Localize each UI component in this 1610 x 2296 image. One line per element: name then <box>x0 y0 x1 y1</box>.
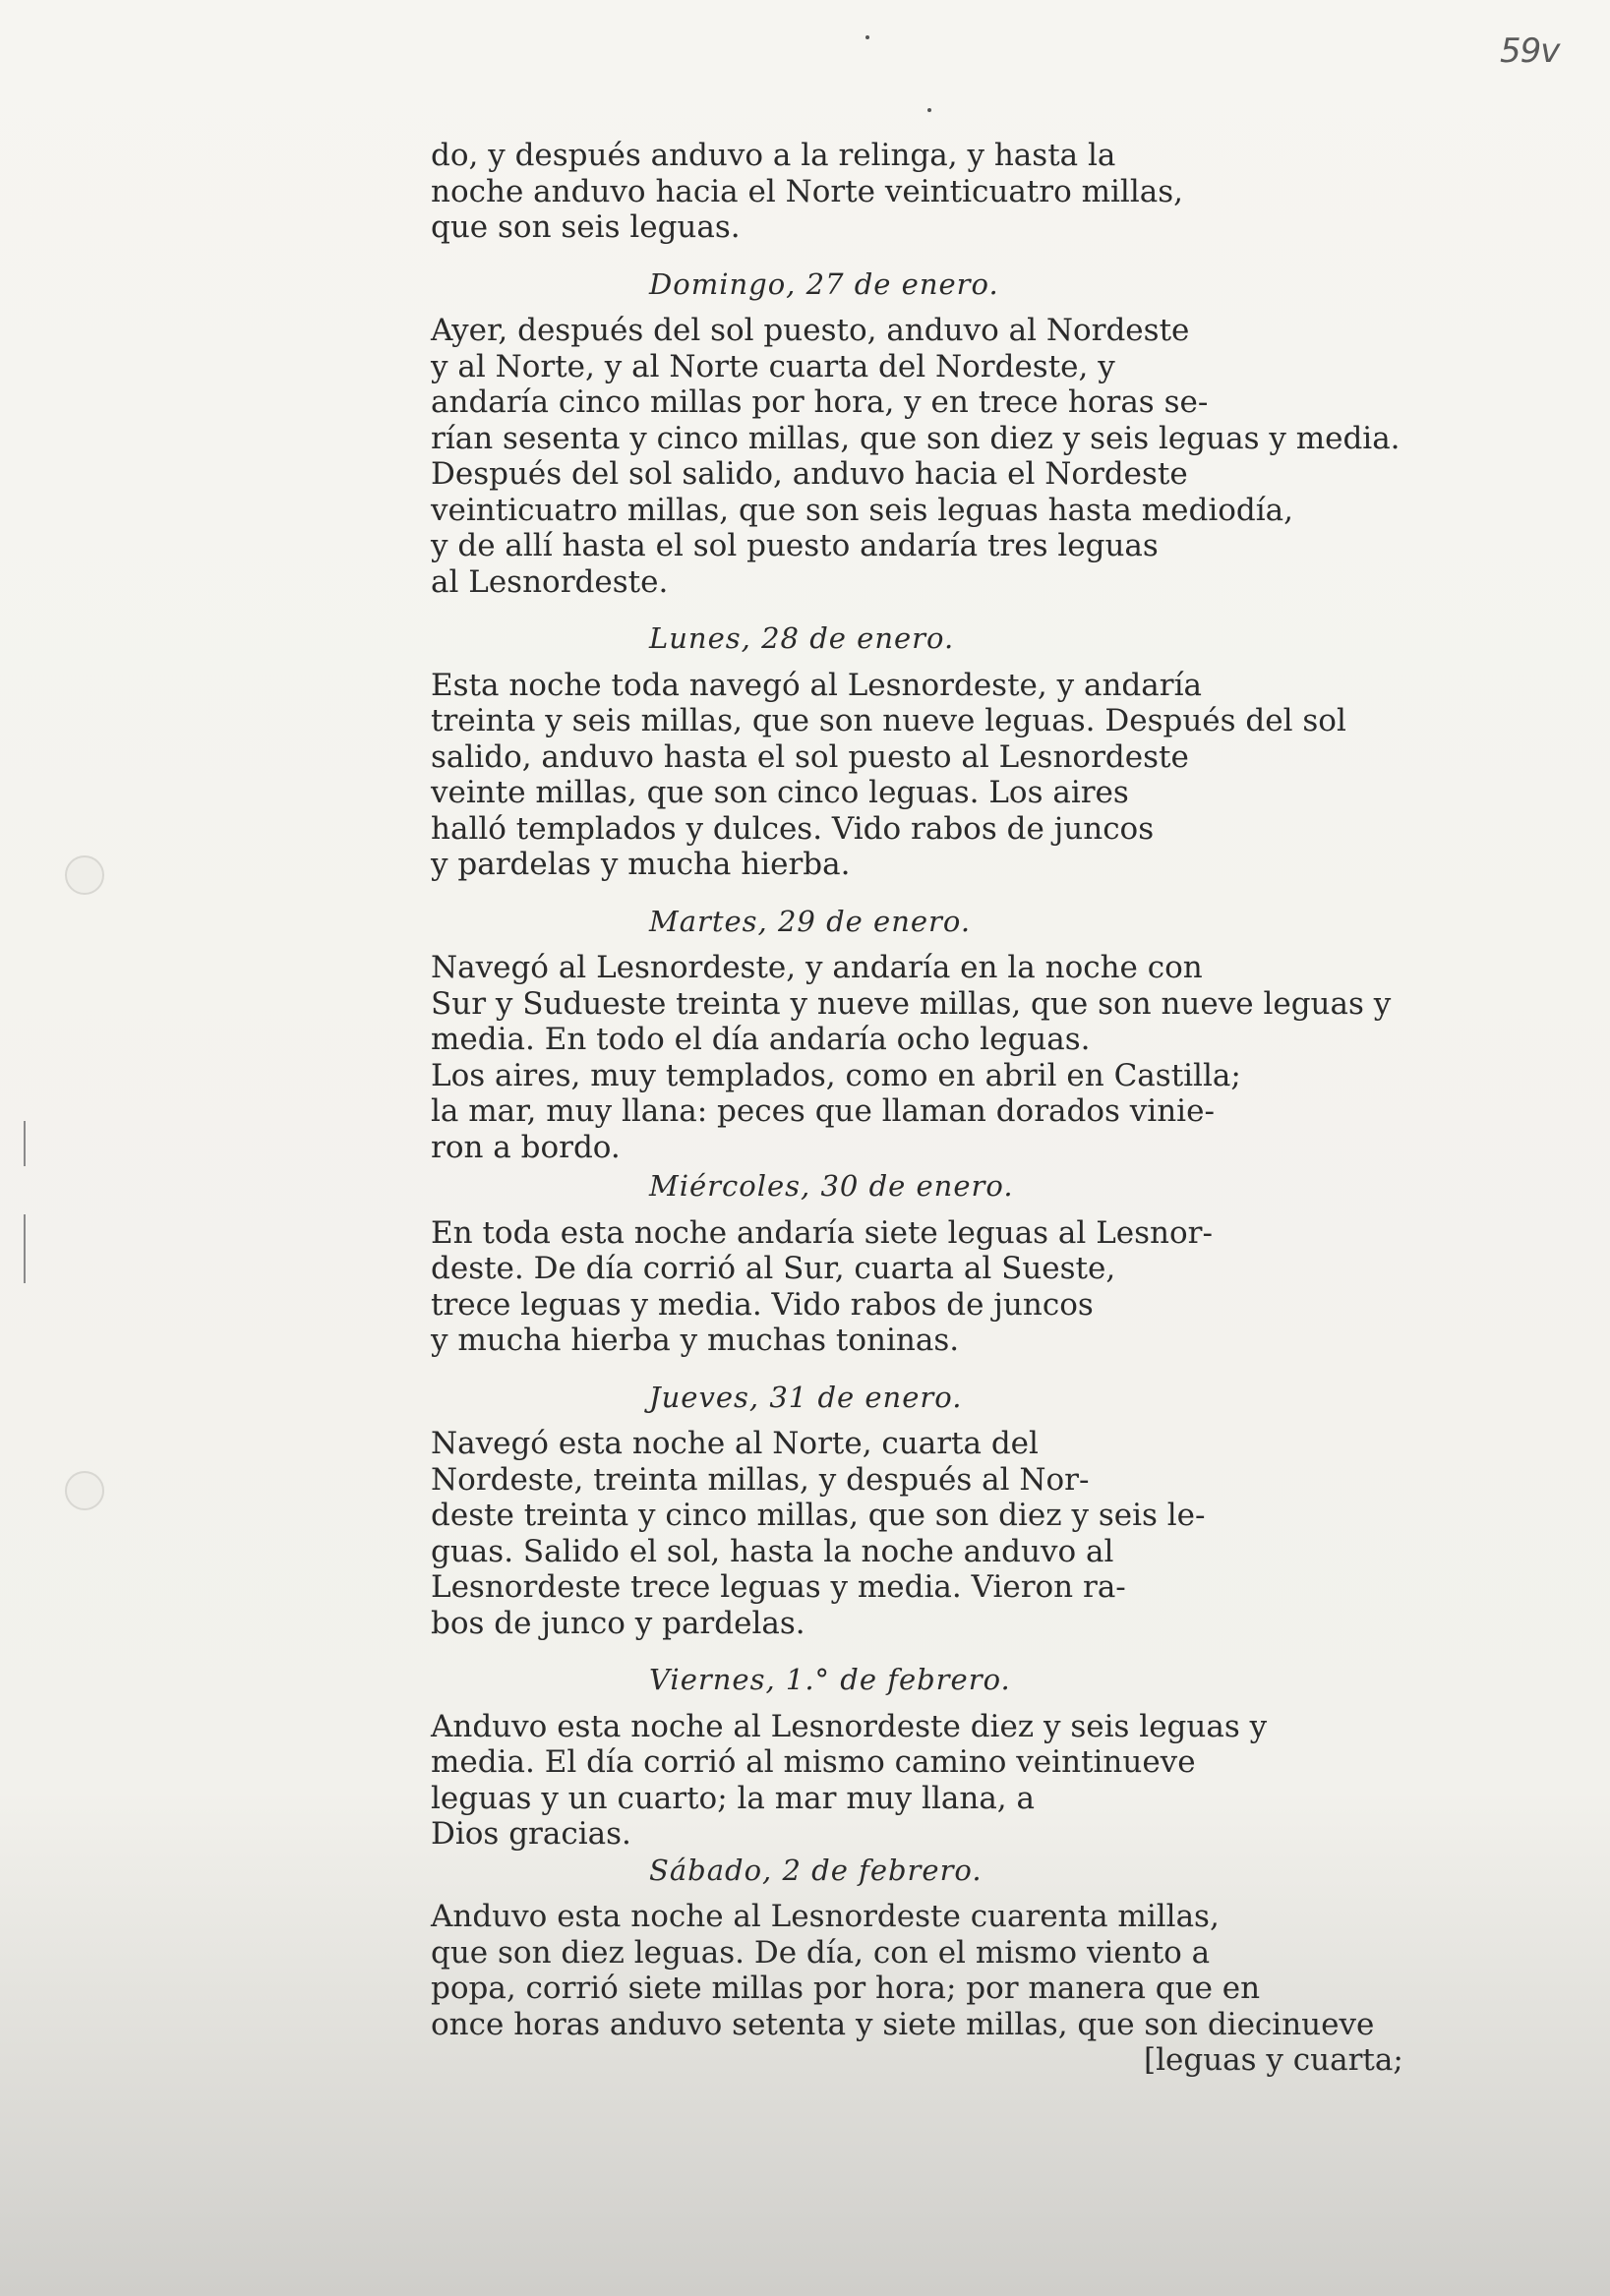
text-line: Dios gracias. <box>431 1816 631 1852</box>
text-line: y pardelas y mucha hierba. <box>431 847 851 882</box>
text-line: ron a bordo. <box>431 1129 621 1165</box>
text-line: y mucha hierba y muchas toninas. <box>431 1323 960 1358</box>
text-line: y de allí hasta el sol puesto andaría tres leguas <box>431 528 1159 563</box>
text-line: veinte millas, que son cinco leguas. Los aires <box>431 775 1129 810</box>
text-line: popa, corrió siete millas por hora; por manera que en <box>431 1971 1261 2006</box>
text-line: halló templados y dulces. Vido rabos de juncos <box>431 810 1155 847</box>
entry-heading: Miércoles, 30 de enero. <box>649 1169 1014 1203</box>
text-line: guas. Salido el sol, hasta la noche anduvo al <box>431 1533 1114 1569</box>
text-line: andaría cinco millas por hora, y en trece horas se- <box>431 384 1209 420</box>
text-line: Nordeste, treinta millas, y después al Nor- <box>431 1461 1090 1498</box>
text-line: deste. De día corrió al Sur, cuarta al Sueste, <box>431 1251 1116 1286</box>
margin-mark <box>24 1121 26 1166</box>
folio-number: 59v <box>1500 31 1560 71</box>
text-line: trece leguas y media. Vido rabos de juncos <box>431 1286 1094 1323</box>
text-line: Después del sol salido, anduvo hacia el Nordeste <box>431 456 1188 492</box>
text-line: y al Norte, y al Norte cuarta del Nordeste, y <box>431 348 1115 384</box>
text-line: Navegó al Lesnordeste, y andaría en la noche con <box>431 950 1203 985</box>
text-line: do, y después anduvo a la relinga, y hasta la <box>431 138 1116 173</box>
text-line: al Lesnordeste. <box>431 563 669 600</box>
text-line: En toda esta noche andaría siete leguas al Lesnor- <box>431 1214 1213 1251</box>
entry-heading: Lunes, 28 de enero. <box>649 621 955 655</box>
text-line: noche anduvo hacia el Norte veinticuatro millas, <box>431 173 1183 209</box>
text-line: Esta noche toda navegó al Lesnordeste, y andaría <box>431 667 1202 703</box>
text-line: la mar, muy llana: peces que llaman dorados vinie- <box>431 1093 1215 1129</box>
speck <box>865 35 869 39</box>
diary-text <box>431 138 1414 2079</box>
text-line: salido, anduvo hasta el sol puesto al Lesnordeste <box>431 738 1189 775</box>
text-line: veinticuatro millas, que son seis leguas hasta mediodía, <box>431 492 1294 528</box>
entry-heading: Sábado, 2 de febrero. <box>649 1853 983 1887</box>
entry-heading: Martes, 29 de enero. <box>649 904 972 938</box>
text-line: leguas y un cuarto; la mar muy llana, a <box>431 1780 1035 1816</box>
text-line: media. En todo el día andaría ocho leguas. <box>431 1022 1091 1057</box>
margin-mark <box>24 1214 26 1283</box>
text-line: deste treinta y cinco millas, que son diez y seis le- <box>431 1498 1206 1533</box>
text-line: rían sesenta y cinco millas, que son diez y seis leguas y media. <box>431 420 1401 456</box>
text-line: Sur y Sudueste treinta y nueve millas, que son nueve leguas y <box>431 985 1392 1022</box>
text-line: once horas anduvo setenta y siete millas, que son diecinueve <box>431 2006 1375 2042</box>
text-line: media. El día corrió al mismo camino veintinueve <box>431 1744 1196 1780</box>
text-line-continuation: [leguas y cuarta; <box>1144 2042 1403 2078</box>
text-line: Lesnordeste trece leguas y media. Vieron ra- <box>431 1569 1126 1605</box>
text-line: bos de junco y pardelas. <box>431 1605 805 1641</box>
entry-heading: Viernes, 1.° de febrero. <box>649 1663 1011 1696</box>
text-line: Anduvo esta noche al Lesnordeste diez y seis leguas y <box>431 1708 1268 1744</box>
punch-hole-upper <box>65 855 104 895</box>
entry-heading: Jueves, 31 de enero. <box>649 1380 963 1414</box>
speck <box>927 108 931 112</box>
text-line: que son diez leguas. De día, con el mismo viento a <box>431 1934 1211 1971</box>
text-line: treinta y seis millas, que son nueve leguas. Después del sol <box>431 703 1346 738</box>
text-line: que son seis leguas. <box>431 209 741 245</box>
punch-hole-lower <box>65 1471 104 1510</box>
text-line: Navegó esta noche al Norte, cuarta del <box>431 1426 1039 1461</box>
text-line: Anduvo esta noche al Lesnordeste cuarenta millas, <box>431 1899 1220 1934</box>
entry-heading: Domingo, 27 de enero. <box>649 266 999 301</box>
text-line: Los aires, muy templados, como en abril en Castilla; <box>431 1057 1241 1093</box>
text-line: Ayer, después del sol puesto, anduvo al Nordeste <box>431 313 1190 348</box>
